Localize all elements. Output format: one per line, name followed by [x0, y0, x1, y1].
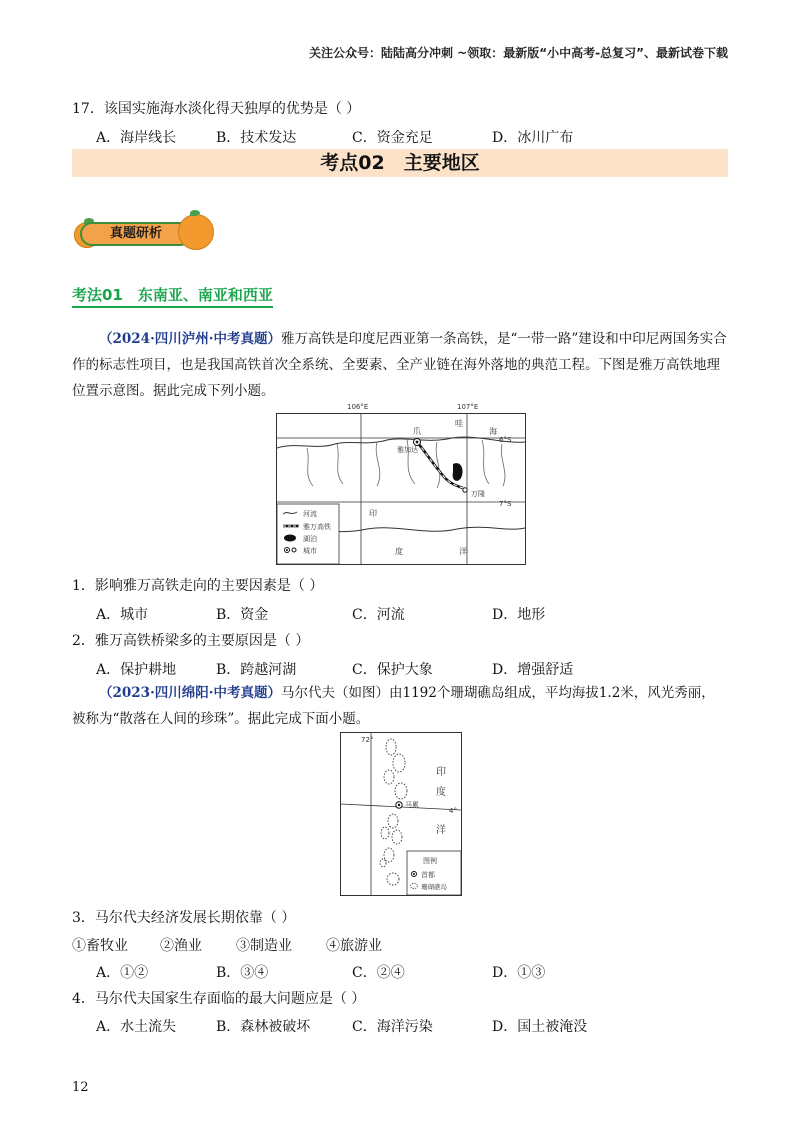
question-3-stem: 3．马尔代夫经济发展长期依靠（ ）	[72, 910, 296, 926]
legend-reef: 珊瑚礁岛	[421, 883, 447, 891]
badge-zhenti	[72, 212, 214, 252]
map-maldives	[340, 732, 462, 896]
passage-2	[72, 680, 728, 732]
badge-label: 真题研析	[80, 222, 192, 246]
option-c[interactable]: C．资金充足	[352, 130, 433, 146]
question-4-stem: 4．马尔代夫国家生存面临的最大问题应是（ ）	[72, 991, 366, 1007]
passage-1-text: 雅万高铁是印度尼西亚第一条高铁，是“一带一路”建设和中印尼两国务实合作的标志性项目，也是我国高铁首次全系统、全要素、全产业链在海外落地的典范工程。下图是雅万高铁地理位置示意图。据此完成下列小题。	[72, 331, 727, 399]
option-a[interactable]: A．①②	[96, 965, 149, 981]
option-d[interactable]: D．冰川广布	[492, 130, 574, 146]
option-b[interactable]: B．跨越河湖	[216, 662, 297, 678]
legend-rail: 雅万高铁	[303, 523, 331, 531]
legend-river: 河流	[303, 510, 317, 518]
passage-1	[72, 326, 728, 404]
label-zhao: 爪	[413, 427, 421, 436]
label-du: 度	[395, 547, 403, 556]
label-yang: 洋	[436, 825, 446, 836]
page-number: 12	[72, 1080, 89, 1095]
choice-1: ①畜牧业	[72, 938, 128, 954]
option-b[interactable]: B．③④	[216, 965, 269, 981]
label-wa: 哇	[455, 419, 463, 428]
label-lat-6s: 6°S	[499, 436, 512, 444]
passage-2-source: （2023·四川绵阳·中考真题）	[99, 685, 281, 701]
reef-islands	[380, 739, 407, 885]
map-jakarta-bandung	[276, 403, 526, 565]
label-yin: 印	[436, 767, 446, 778]
option-a[interactable]: A．城市	[96, 607, 149, 623]
option-c[interactable]: C．②④	[352, 965, 405, 981]
legend-lake: 湖泊	[303, 535, 317, 543]
label-yang: 洋	[459, 547, 467, 556]
label-male: 马累	[405, 801, 419, 809]
map-1-svg	[277, 414, 525, 564]
option-b[interactable]: B．森林被破坏	[216, 1019, 311, 1035]
header-note: 关注公众号：陆陆高分冲刺 ~领取：最新版“小中高考-总复习”、最新试卷下载	[309, 46, 728, 60]
label-jakarta: 雅加达	[397, 446, 418, 454]
passage-1-source: （2024·四川泸州·中考真题）	[99, 331, 281, 347]
section-title-bar: 考点02 主要地区	[72, 149, 728, 177]
label-lat-7s: 7°S	[499, 500, 512, 508]
leaf-right-icon	[190, 210, 200, 216]
topic-title: 考法01 东南亚、南亚和西亚	[72, 284, 273, 308]
legend-capital: 首都	[421, 871, 435, 879]
label-yin: 印	[369, 509, 377, 518]
option-d[interactable]: D．国土被淹没	[492, 1019, 588, 1035]
legend-city: 城市	[303, 547, 317, 555]
label-lon-72: 72°	[361, 736, 374, 744]
option-b[interactable]: B．技术发达	[216, 130, 297, 146]
question-2-stem: 2．雅万高铁桥梁多的主要原因是（ ）	[72, 633, 310, 649]
label-lon-106e: 106°E	[347, 403, 369, 411]
orange-right-icon	[178, 214, 214, 250]
option-c[interactable]: C．海洋污染	[352, 1019, 433, 1035]
option-c[interactable]: C．河流	[352, 607, 405, 623]
legend-title: 图例	[423, 857, 437, 865]
option-b[interactable]: B．资金	[216, 607, 269, 623]
choice-2: ②渔业	[160, 938, 202, 954]
option-a[interactable]: A．海岸线长	[96, 130, 177, 146]
label-bandung: 万隆	[471, 490, 485, 498]
label-hai: 海	[489, 427, 497, 436]
map-2-svg	[341, 733, 461, 895]
question-1-stem: 1．影响雅万高铁走向的主要因素是（ ）	[72, 578, 324, 594]
choice-4: ④旅游业	[326, 938, 382, 954]
option-d[interactable]: D．①③	[492, 965, 546, 981]
option-a[interactable]: A．水土流失	[96, 1019, 177, 1035]
option-d[interactable]: D．增强舒适	[492, 662, 574, 678]
question-17-stem: 17．该国实施海水淡化得天独厚的优势是（ ）	[72, 101, 361, 117]
passage-2-text: 马尔代夫（如图）由1192个珊瑚礁岛组成，平均海拔1.2米，风光秀丽，被称为“散落在人间的珍珠”。据此完成下面小题。	[72, 685, 715, 727]
choice-3: ③制造业	[236, 938, 292, 954]
label-du: 度	[436, 787, 446, 798]
label-lon-107e: 107°E	[457, 403, 479, 411]
option-c[interactable]: C．保护大象	[352, 662, 433, 678]
option-d[interactable]: D．地形	[492, 607, 546, 623]
option-a[interactable]: A．保护耕地	[96, 662, 177, 678]
label-lat-4: 4°	[449, 807, 457, 815]
